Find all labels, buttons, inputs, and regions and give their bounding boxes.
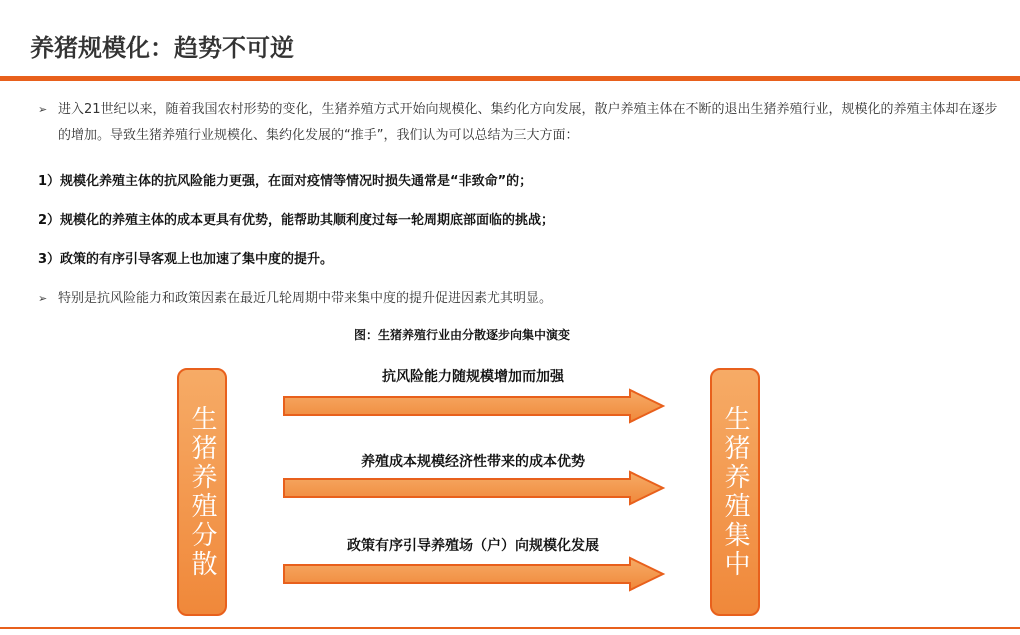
intro-text: 进入21世纪以来，随着我国农村形势的变化，生猪养殖方式开始向规模化、集约化方向发展，散户养殖主体在不断的退出生猪养殖行业，规模化的养殖主体却在逐步的增加。导致生猪养殖行业规模化、集约化发展的“推手”，我们认为可以总结为三大方面： (58, 102, 998, 143)
box-dispersed-label: 生猪养殖分散 (187, 405, 217, 579)
flow-label-cost: 养殖成本规模经济性带来的成本优势 (361, 454, 585, 470)
right-arrow-icon (282, 388, 666, 424)
point-3: 3）政策的有序引导客观上也加速了集中度的提升。 (38, 252, 334, 267)
title-divider (0, 76, 1020, 81)
bullet-arrow-icon: ➢ (38, 292, 48, 305)
point-1: 1）规模化养殖主体的抗风险能力更强，在面对疫情等情况时损失通常是“非致命”的； (38, 174, 533, 189)
flow-label-risk: 抗风险能力随规模增加而加强 (382, 369, 564, 385)
intro-paragraph (38, 97, 998, 149)
footer-divider (0, 627, 1020, 629)
box-dispersed (177, 368, 227, 616)
right-arrow-icon (282, 556, 666, 592)
right-arrow-icon (282, 470, 666, 506)
box-concentrated-label: 生猪养殖集中 (720, 405, 750, 579)
bullet-arrow-icon: ➢ (38, 103, 48, 116)
slide-title: 养猪规模化：趋势不可逆 (30, 34, 294, 62)
extra-paragraph (38, 286, 998, 312)
box-concentrated (710, 368, 760, 616)
flow-label-policy: 政策有序引导养殖场（户）向规模化发展 (347, 538, 599, 554)
point-2: 2）规模化的养殖主体的成本更具有优势，能帮助其顺利度过每一轮周期底部面临的挑战； (38, 213, 555, 228)
figure-caption: 图：生猪养殖行业由分散逐步向集中演变 (353, 328, 570, 342)
extra-text: 特别是抗风险能力和政策因素在最近几轮周期中带来集中度的提升促进因素尤其明显。 (58, 291, 553, 306)
